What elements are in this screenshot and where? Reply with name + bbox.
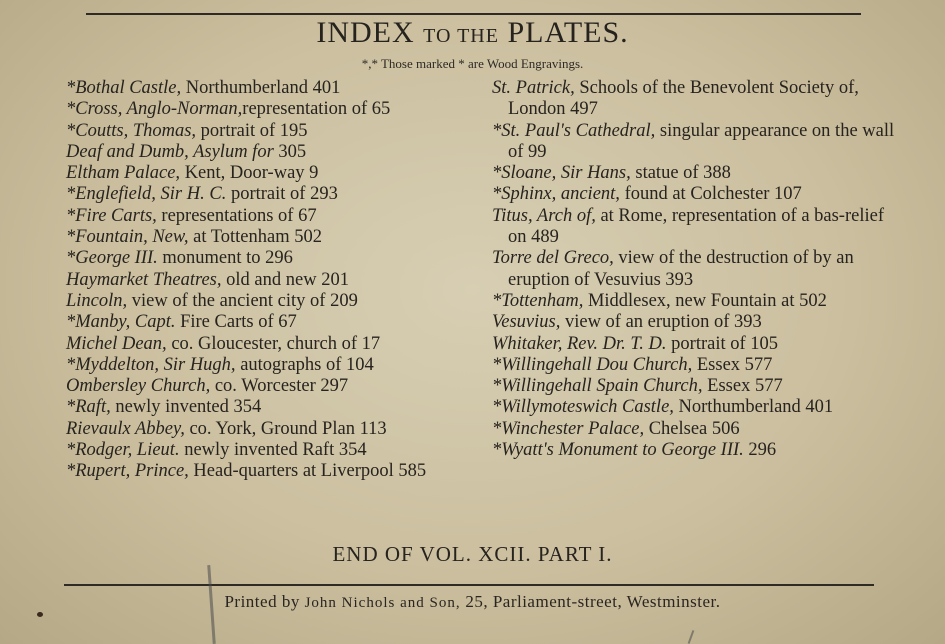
index-entry-detail: co. Worcester 297	[210, 376, 349, 397]
index-entry-detail: representation of 65	[242, 99, 391, 120]
index-entry-subject: *Wyatt's Monument to George III.	[492, 440, 744, 461]
index-entry-subject: *Cross, Anglo-Norman,	[66, 99, 243, 120]
index-entry	[66, 461, 491, 482]
index-entry-detail: newly invented 354	[110, 397, 262, 418]
index-entry	[492, 440, 902, 461]
index-entry-subject: *Manby, Capt.	[66, 312, 176, 333]
index-entry	[492, 419, 902, 440]
index-entry-subject: Haymarket Theatres,	[66, 269, 222, 290]
index-entry	[66, 334, 491, 355]
index-entry-detail: newly invented Raft 354	[179, 440, 367, 461]
index-entry-detail: found at Colchester 107	[619, 184, 802, 205]
index-entry	[66, 312, 491, 333]
index-entry-subject: Ombersley Church,	[66, 376, 211, 397]
ink-stain	[37, 612, 43, 617]
index-entry-detail: old and new 201	[221, 269, 349, 290]
index-entry-subject: Lincoln,	[66, 290, 128, 311]
index-entry-detail: view of an eruption of 393	[560, 312, 762, 333]
index-entry	[492, 206, 902, 249]
index-entry-detail: co. York, Ground Plan 113	[184, 418, 387, 439]
index-entry-subject: St. Patrick,	[492, 78, 575, 98]
index-entry	[66, 78, 491, 99]
index-entry	[66, 142, 491, 163]
index-entry-subject: *Willingehall Dou Church,	[492, 354, 693, 375]
index-entry-detail: Chelsea 506	[644, 418, 740, 439]
index-entry-subject: *Englefield, Sir H. C.	[66, 184, 227, 205]
imprint-printer-name: John Nichols and Son,	[304, 595, 461, 611]
index-entry-detail: co. Gloucester, church of 17	[166, 333, 381, 354]
index-entry	[66, 376, 491, 397]
printer-imprint	[0, 592, 945, 612]
index-entry	[492, 121, 902, 164]
index-entry	[66, 227, 491, 248]
index-entry-detail: at Rome, representation of a bas-relief on 489	[508, 205, 884, 248]
index-entry-detail: statue of 388	[630, 163, 731, 184]
left-column	[66, 78, 491, 483]
index-entry-subject: Michel Dean,	[66, 333, 167, 354]
index-entry	[492, 312, 902, 333]
right-column	[492, 78, 902, 461]
index-entry	[66, 419, 491, 440]
subtitle-note: *,* Those marked * are Wood Engravings.	[361, 56, 584, 71]
index-entry	[66, 440, 491, 461]
index-entry-subject: *Myddelton, Sir Hugh,	[66, 354, 236, 375]
index-entry-detail: Fire Carts of 67	[175, 312, 297, 333]
index-entry	[66, 99, 491, 120]
imprint-printed-by: Printed by	[224, 592, 300, 611]
index-entry-detail: portrait of 105	[666, 333, 779, 354]
index-entry-subject: Whitaker, Rev. Dr. T. D.	[492, 333, 667, 354]
index-entry-subject: *Rupert, Prince,	[66, 461, 189, 482]
index-entry-detail: singular appearance on the wall of 99	[508, 120, 895, 162]
index-entry	[66, 248, 491, 269]
index-entry	[492, 78, 902, 121]
index-entry	[492, 334, 902, 355]
index-entry	[492, 248, 902, 291]
bottom-rule	[64, 584, 874, 586]
index-entry	[66, 355, 491, 376]
end-of-volume-line: END OF VOL. XCII. PART I.	[332, 542, 613, 566]
index-entry-subject: Rievaulx Abbey,	[66, 418, 185, 439]
index-entry	[66, 163, 491, 184]
index-entry-subject: *Willymoteswich Castle,	[492, 397, 674, 418]
title-main: INDEX	[316, 16, 415, 49]
index-entry-subject: *Tottenham,	[492, 290, 584, 311]
index-entry	[492, 355, 902, 376]
index-entry-subject: Eltham Palace,	[66, 163, 181, 184]
index-entry	[66, 397, 491, 418]
index-entry	[492, 397, 902, 418]
index-entry	[66, 270, 491, 291]
index-entry-subject: *George III.	[66, 248, 158, 269]
index-entry-detail: Head-quarters at Liverpool 585	[188, 461, 427, 482]
index-entry-subject: *Bothal Castle,	[66, 78, 182, 98]
index-entry-detail: 305	[273, 141, 307, 162]
index-entry	[492, 291, 902, 312]
index-entry-detail: Essex 577	[702, 376, 783, 397]
index-entry-subject: *Sphinx, ancient,	[492, 184, 620, 205]
index-entry	[66, 206, 491, 227]
index-entry	[492, 184, 902, 205]
index-entry-detail: representations of 67	[156, 205, 317, 226]
index-entry-detail: Northumberland 401	[181, 78, 341, 98]
index-entry-subject: *Rodger, Lieut.	[66, 440, 180, 461]
imprint-address: 25, Parliament-street, Westminster.	[465, 592, 721, 611]
index-entry-detail: monument to 296	[157, 248, 293, 269]
index-entry-detail: Schools of the Benevolent Society of, London 497	[508, 78, 859, 120]
index-entry-detail: autographs of 104	[235, 354, 374, 375]
index-entry-detail: view of the destruction of by an eruption of Vesuvius 393	[508, 248, 854, 290]
index-entry-detail: Middlesex, new Fountain at 502	[583, 290, 827, 311]
index-entry-subject: *Winchester Palace,	[492, 418, 645, 439]
index-entry-detail: Kent, Door-way 9	[180, 163, 319, 184]
index-entry-subject: *Raft,	[66, 397, 111, 418]
index-entry-subject: *Willingehall Spain Church,	[492, 376, 703, 397]
index-entry-detail: 296	[743, 440, 777, 461]
pencil-stroke-mark	[688, 630, 695, 644]
index-entry-subject: *Coutts, Thomas,	[66, 120, 197, 141]
index-entry-detail: Northumberland 401	[673, 397, 834, 418]
index-entry-detail: portrait of 195	[196, 120, 308, 141]
index-entry-subject: *Fire Carts,	[66, 205, 157, 226]
index-entry	[492, 376, 902, 397]
index-entry-detail: portrait of 293	[226, 184, 338, 205]
index-entry-subject: *Fountain, New,	[66, 227, 189, 248]
index-entry-subject: Torre del Greco,	[492, 248, 614, 269]
title-end: PLATES.	[507, 16, 629, 49]
index-entry	[66, 121, 491, 142]
index-entry	[66, 291, 491, 312]
page-title	[0, 16, 945, 50]
index-entry-subject: *Sloane, Sir Hans,	[492, 163, 631, 184]
index-entry	[66, 184, 491, 205]
index-entry-subject: Vesuvius,	[492, 312, 561, 333]
title-connector: TO THE	[423, 25, 499, 47]
index-entry-detail: Essex 577	[692, 354, 773, 375]
index-entry-detail: view of the ancient city of 209	[127, 290, 358, 311]
index-entry	[492, 163, 902, 184]
index-entry-subject: Titus, Arch of,	[492, 205, 596, 226]
index-entry-subject: Deaf and Dumb, Asylum for	[66, 141, 274, 162]
top-rule	[86, 13, 861, 15]
index-entry-subject: *St. Paul's Cathedral,	[492, 120, 656, 141]
index-entry-detail: at Tottenham 502	[188, 227, 322, 248]
